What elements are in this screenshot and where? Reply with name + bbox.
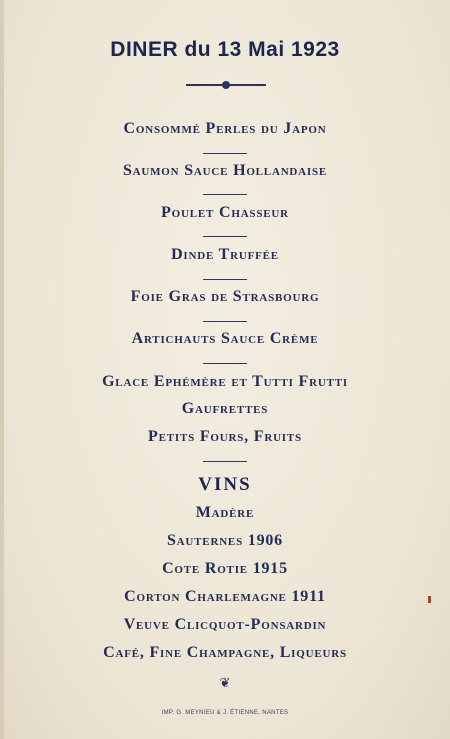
dish-item: Petits Fours, Fruits <box>148 428 302 445</box>
divider-rule <box>203 321 247 322</box>
fleuron-ornament-icon: ❦ <box>219 676 231 691</box>
wine-item: Corton Charlemagne 1911 <box>124 588 326 605</box>
divider-rule <box>203 363 247 364</box>
dish-item: Foie Gras de Strasbourg <box>130 288 320 305</box>
divider-rule <box>203 279 247 280</box>
wine-item: Cote Rotie 1915 <box>162 560 288 577</box>
divider-rule <box>203 194 247 195</box>
title-ornament-rule <box>186 84 266 86</box>
divider-rule <box>203 236 247 237</box>
wine-item: Café, Fine Champagne, Liqueurs <box>103 644 347 661</box>
dish-item: Saumon Sauce Hollandaise <box>122 162 328 179</box>
dish-item: Glace Ephémère et Tutti Frutti <box>102 373 348 390</box>
dish-item: Artichauts Sauce Crème <box>131 330 319 347</box>
divider-rule <box>203 153 247 154</box>
wine-item: Sauternes 1906 <box>166 532 283 549</box>
ink-mark <box>428 596 431 603</box>
dish-item: Gaufrettes <box>181 400 269 417</box>
printer-imprint: IMP. G. MEYNIEU & J. ÉTIENNE, NANTES <box>161 710 289 716</box>
wines-heading: VINS <box>198 474 252 495</box>
dish-item: Dinde Truffée <box>171 246 279 263</box>
divider-rule <box>203 461 247 462</box>
title-date: du 13 Mai 1923 <box>184 38 340 61</box>
dish-item: Poulet Chasseur <box>161 204 289 221</box>
wine-item: Madère <box>195 504 255 521</box>
dish-item: Consommé Perles du Japon <box>123 120 327 137</box>
wine-item: Veuve Clicquot-Ponsardin <box>123 616 327 633</box>
title-dinner: DINER <box>110 38 179 61</box>
menu-title <box>0 38 450 62</box>
